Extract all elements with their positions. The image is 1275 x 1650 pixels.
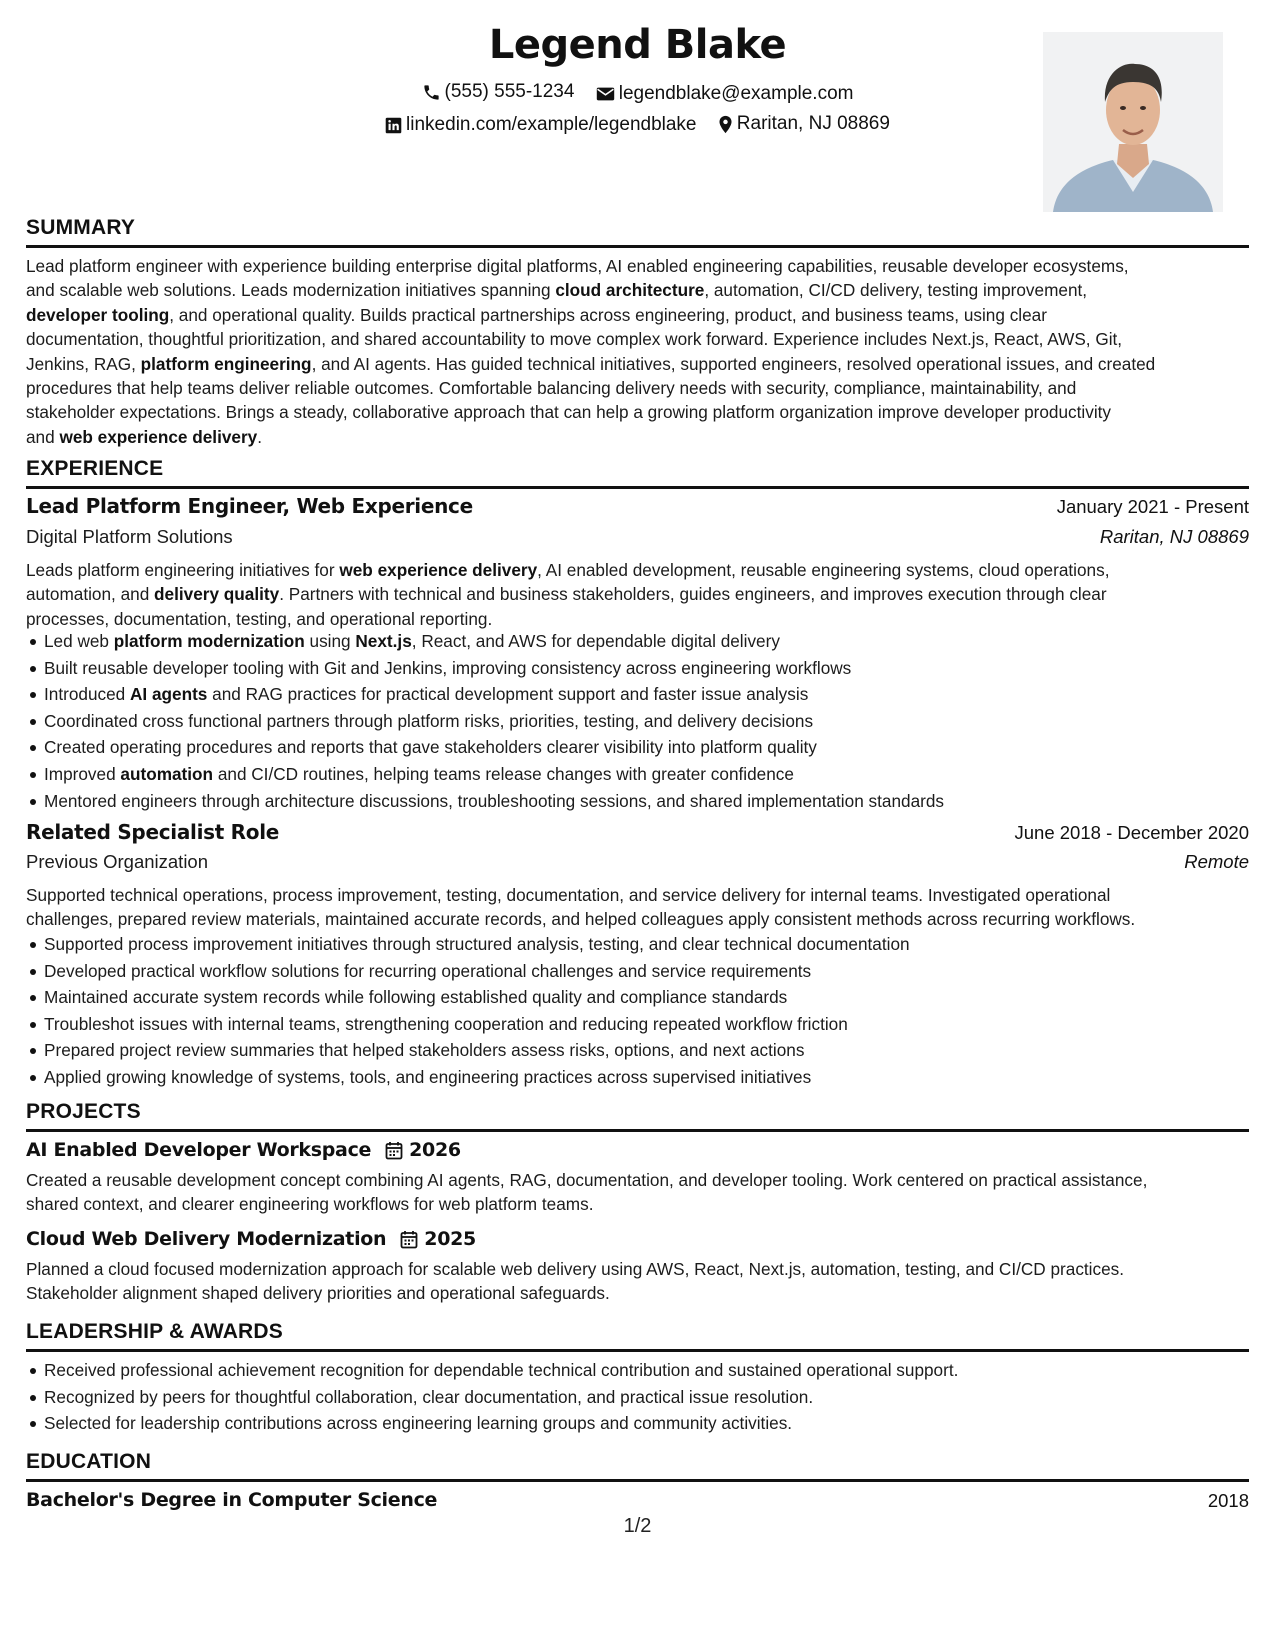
list-item [26, 1064, 1249, 1091]
text-span: stakeholder expectations. Brings a steady, collaborative approach that can help a growing platform organization improve developer productivity [26, 402, 1112, 423]
list-item [26, 708, 1249, 735]
contact-location [718, 113, 890, 135]
list-item: Selected for leadership contributions across engineering learning groups and community activities. [26, 1410, 1249, 1437]
list-item [26, 1011, 1249, 1038]
map-pin-icon [718, 115, 733, 134]
text-line [26, 558, 1249, 582]
project-description-line: Planned a cloud focused modernization approach for scalable web delivery using AWS, React, Next.js, automation, testing, and CI/CD practices. [26, 1259, 1125, 1279]
projects-heading: PROJECTS [26, 1100, 141, 1123]
project-name: Cloud Web Delivery Modernization [26, 1228, 387, 1250]
project-name: AI Enabled Developer Workspace [26, 1139, 372, 1161]
project-title [26, 1228, 476, 1250]
text-span: Applied growing knowledge of systems, tools, and engineering practices across supervised initiatives [44, 1066, 812, 1087]
text-span: Created operating procedures and reports that gave stakeholders clearer visibility into platform quality [44, 737, 817, 758]
job-dates: June 2018 - December 2020 [1014, 822, 1249, 843]
text-line [26, 883, 1249, 907]
text-line [26, 352, 1249, 376]
text-span: Improved [44, 763, 121, 784]
emphasized-text: delivery quality [154, 584, 280, 605]
project-year: 2026 [409, 1139, 461, 1161]
calendar-icon [385, 1141, 403, 1160]
text-span: Mentored engineers through architecture discussions, troubleshooting sessions, and shared implementation standards [44, 790, 945, 811]
project-description-line: Stakeholder alignment shaped delivery priorities and operational safeguards. [26, 1283, 610, 1304]
project-year: 2025 [424, 1228, 476, 1250]
emphasized-text: web experience delivery [59, 426, 258, 447]
linkedin-link[interactable]: linkedin.com/example/legendblake [406, 114, 697, 135]
project-description-line: shared context, and clearer engineering workflows for web platform teams. [26, 1194, 594, 1215]
text-span: Supported technical operations, process improvement, testing, documentation, and service delivery for internal teams. Investigated operational [26, 885, 1111, 905]
text-span: Introduced [44, 684, 130, 705]
linkedin-icon [385, 117, 402, 134]
text-span: using [304, 631, 356, 651]
profile-photo [1043, 32, 1223, 212]
email-link[interactable]: legendblake@example.com [618, 82, 854, 104]
text-line [26, 376, 1249, 400]
text-span: and CI/CD routines, helping teams release changes with greater confidence [213, 763, 794, 784]
job-bullets [26, 628, 1249, 814]
text-span: , AI enabled development, reusable engineering systems, cloud operations, [537, 560, 1110, 580]
emphasized-text: developer tooling [26, 304, 170, 325]
emphasized-text: web experience delivery [339, 560, 538, 580]
resume-page [26, 0, 1249, 1650]
contact-email[interactable] [596, 83, 854, 105]
text-line [26, 254, 1249, 278]
text-span: and scalable web solutions. Leads modernization initiatives spanning [26, 280, 556, 301]
text-span: challenges, prepared review materials, maintained accurate records, and helped colleagues apply consistent methods across recurring workflows. [26, 909, 1136, 930]
list-item [26, 931, 1249, 958]
job-location: Remote [1184, 851, 1249, 872]
experience-divider [26, 486, 1249, 489]
job-title: Related Specialist Role [26, 820, 280, 844]
list-item [26, 1037, 1249, 1064]
education-heading: EDUCATION [26, 1450, 152, 1473]
job-bullets [26, 931, 1249, 1091]
leadership-divider [26, 1349, 1249, 1352]
list-item [26, 788, 1249, 815]
text-line [26, 582, 1249, 606]
summary-text [26, 254, 1249, 449]
text-line [26, 907, 1249, 931]
text-span: and RAG practices for practical development support and faster issue analysis [207, 684, 809, 705]
text-line [26, 400, 1249, 424]
list-item [26, 984, 1249, 1011]
text-span: , and AI agents. Has guided technical initiatives, supported engineers, resolved operational issues, and created [311, 353, 1156, 374]
list-item [26, 655, 1249, 682]
leadership-heading: LEADERSHIP & AWARDS [26, 1320, 283, 1343]
leadership-bullets [26, 1357, 1249, 1437]
graduation-year: 2018 [1207, 1490, 1249, 1511]
job-organization: Previous Organization [26, 851, 209, 872]
degree-title: Bachelor's Degree in Computer Science [26, 1489, 438, 1511]
text-line [26, 425, 1249, 449]
text-span: Leads platform engineering initiatives for [26, 560, 340, 580]
text-span: Troubleshot issues with internal teams, strengthening cooperation and reducing repeated workflow friction [44, 1013, 848, 1034]
text-span: Coordinated cross functional partners through platform risks, priorities, testing, and delivery decisions [44, 710, 814, 731]
job-location: Raritan, NJ 08869 [1099, 526, 1249, 547]
project-description [26, 1168, 1249, 1217]
emphasized-text: platform modernization [113, 631, 305, 651]
project-description [26, 1257, 1249, 1306]
text-span: Prepared project review summaries that helped stakeholders assess risks, options, and next actions [44, 1040, 805, 1061]
text-line [26, 278, 1249, 302]
list-item [26, 681, 1249, 708]
emphasized-text: Next.js [355, 631, 412, 651]
text-span: documentation, thoughtful prioritization, and shared accountability to move complex work forward. Experience includes Next.js, React, AWS, Git, [26, 329, 1123, 350]
text-span: Built reusable developer tooling with Git and Jenkins, improving consistency across engineering workflows [44, 657, 852, 678]
emphasized-text: AI agents [130, 684, 208, 705]
text-span: Led web [44, 631, 114, 651]
education-divider [26, 1479, 1249, 1482]
page-number: 1/2 [623, 1515, 652, 1537]
job-organization: Digital Platform Solutions [26, 526, 233, 547]
experience-heading: EXPERIENCE [26, 457, 164, 480]
summary-heading: SUMMARY [26, 216, 136, 239]
envelope-icon [596, 86, 615, 102]
location-text: Raritan, NJ 08869 [736, 113, 890, 134]
text-span: processes, documentation, testing, and operational reporting. [26, 608, 493, 629]
text-span: procedures that help teams deliver reliable outcomes. Comfortable balancing delivery needs with security, compliance, maintainability, and [26, 378, 1077, 399]
emphasized-text: automation [120, 763, 214, 784]
emphasized-text: platform engineering [140, 353, 312, 374]
list-item [26, 761, 1249, 788]
contact-linkedin[interactable] [385, 114, 696, 136]
text-span: . [257, 426, 262, 447]
summary-divider [26, 245, 1249, 248]
list-item [26, 734, 1249, 761]
list-item [26, 958, 1249, 985]
project-title [26, 1139, 461, 1161]
text-span: Jenkins, RAG, [26, 353, 141, 374]
candidate-name: Legend Blake [488, 22, 787, 68]
text-line [26, 327, 1249, 351]
job-description [26, 883, 1249, 932]
text-span: . Partners with technical and business stakeholders, guides engineers, and improves execution through clear [279, 584, 1107, 605]
text-span: and [26, 426, 60, 447]
text-span: automation, and [26, 584, 155, 605]
job-title: Lead Platform Engineer, Web Experience [26, 494, 473, 518]
text-span: , and operational quality. Builds practical partnerships across engineering, product, and business teams, using clear [169, 304, 1047, 325]
text-span: Maintained accurate system records while following established quality and compliance standards [44, 987, 788, 1008]
text-span: , React, and AWS for dependable digital delivery [411, 631, 780, 651]
job-description [26, 558, 1249, 631]
contact-phone [422, 81, 575, 103]
profile-photo-illustration [1043, 32, 1223, 212]
text-span: Lead platform engineer with experience building enterprise digital platforms, AI enabled engineering capabilities, reusable developer ecosystems, [26, 256, 1129, 276]
text-span: Supported process improvement initiatives through structured analysis, testing, and clear technical documentation [44, 934, 910, 954]
job-dates: January 2021 - Present [1056, 496, 1249, 517]
text-span: , automation, CI/CD delivery, testing improvement, [704, 280, 1088, 301]
phone-icon [422, 83, 441, 102]
calendar-icon [400, 1230, 418, 1249]
phone-text: (555) 555-1234 [444, 81, 575, 102]
list-item: Received professional achievement recognition for dependable technical contribution and sustained operational support. [26, 1357, 1249, 1384]
text-span: Developed practical workflow solutions for recurring operational challenges and service requirements [44, 960, 812, 981]
projects-divider [26, 1129, 1249, 1132]
emphasized-text: cloud architecture [555, 280, 705, 301]
text-line [26, 303, 1249, 327]
list-item [26, 628, 1249, 655]
project-description-line: Created a reusable development concept combining AI agents, RAG, documentation, and developer tooling. Work centered on practical assistance, [26, 1170, 1148, 1190]
list-item: Recognized by peers for thoughtful collaboration, clear documentation, and practical issue resolution. [26, 1384, 1249, 1411]
